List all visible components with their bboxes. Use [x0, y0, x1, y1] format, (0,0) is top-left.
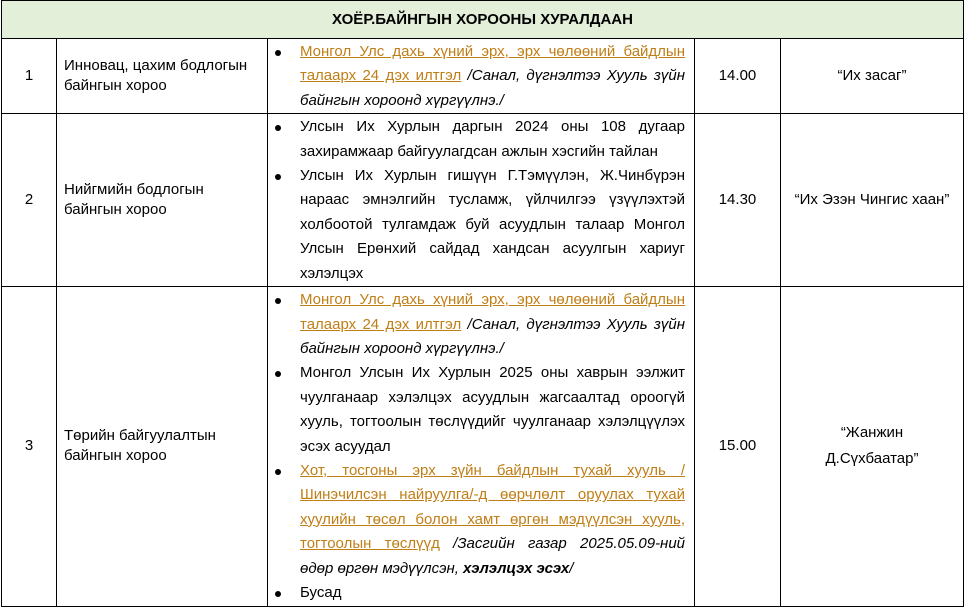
meeting-time: 14.30	[695, 114, 781, 287]
agenda-text: Бусад	[300, 584, 342, 602]
agenda-cell	[268, 114, 695, 287]
agenda-cell	[268, 287, 695, 606]
meeting-time: 14.00	[695, 39, 781, 114]
bullet-icon	[275, 371, 281, 377]
table-row	[2, 287, 964, 606]
meeting-room: “Их засаг”	[781, 39, 964, 114]
meeting-room-line: Д.Сүхбаатар”	[825, 450, 919, 468]
agenda-note-tail: /	[569, 559, 574, 577]
agenda-text: Монгол Улсын Их Хурлын 2025 оны хаврын ээлжит чуулганаар хэлэлцэх асуудлын жагсаалтад ороогүй хууль, тогтоолын төслүүдийг чуулганаар хэлэлцүүлэх эсэх асуудал	[300, 364, 685, 455]
bullet-icon	[275, 298, 281, 304]
agenda-item	[273, 164, 685, 286]
agenda-cell	[268, 39, 695, 114]
meeting-time: 15.00	[695, 287, 781, 606]
committee-name: Инновац, цахим бодлогын байнгын хороо	[57, 39, 268, 114]
row-number: 3	[2, 287, 57, 606]
meeting-room: “Их Эзэн Чингис хаан”	[781, 114, 964, 287]
table-row	[2, 39, 964, 114]
agenda-item	[273, 40, 685, 113]
agenda-note: /Засгийн газар 2025.05.09-ний өдөр өргөн мэдүүлсэн,	[300, 535, 685, 577]
table-row	[2, 114, 964, 287]
agenda-item	[273, 581, 685, 605]
bullet-icon	[275, 591, 281, 597]
agenda-link[interactable]: Монгол Улс дахь хүний эрх, эрх чөлөөний байдлын талаарх 24 дэх илтгэл	[300, 291, 685, 333]
agenda-text: Улсын Их Хурлын даргын 2024 оны 108 дугаар захирамжаар байгуулагдсан ажлын хэсгийн тайлан	[300, 118, 685, 160]
bullet-icon	[275, 469, 281, 475]
meeting-room-line: “Жанжин	[840, 424, 904, 442]
row-number: 1	[2, 39, 57, 114]
agenda-item	[273, 288, 685, 361]
agenda-note: /Санал, дүгнэлтээ Хууль зүйн байнгын хороонд хүргүүлнэ./	[300, 67, 685, 109]
agenda-item	[273, 361, 685, 459]
agenda-item	[273, 459, 685, 581]
committee-name: Нийгмийн бодлогын байнгын хороо	[57, 114, 268, 287]
meeting-room	[781, 287, 964, 606]
section-header-row	[2, 1, 964, 39]
agenda-link[interactable]: Хот, тосгоны эрх зүйн байдлын тухай хууль /Шинэчилсэн найруулга/-д өөрчлөлт оруулах тухай хуулийн төсөл болон хамт өргөн мэдүүлсэн хууль, тогтоолын төслүүд	[300, 462, 685, 553]
agenda-text: Улсын Их Хурлын гишүүн Г.Тэмүүлэн, Ж.Чинбүрэн нараас эмнэлгийн тусламж, үйлчилгээ үзүүлэхтэй холбоотой тулгамдаж буй асуудлын талаар Монгол Улсын Ерөнхий сайдад хандсан асуулгын хариуг хэлэлцэх	[300, 167, 685, 282]
bullet-icon	[275, 174, 281, 180]
agenda-item	[273, 115, 685, 164]
row-number: 2	[2, 114, 57, 287]
bullet-icon	[275, 125, 281, 131]
committee-schedule-table	[1, 0, 964, 607]
agenda-emphasis: хэлэлцэх эсэх	[463, 559, 570, 577]
committee-name: Төрийн байгуулалтын байнгын хороо	[57, 287, 268, 606]
agenda-list	[273, 288, 685, 605]
section-title: ХОЁР.БАЙНГЫН ХОРООНЫ ХУРАЛДААН	[2, 1, 964, 39]
agenda-link[interactable]: Монгол Улс дахь хүний эрх, эрх чөлөөний байдлын талаарх 24 дэх илтгэл	[300, 43, 685, 85]
agenda-list	[273, 40, 685, 113]
bullet-icon	[275, 50, 281, 56]
agenda-list	[273, 115, 685, 286]
agenda-note: /Санал, дүгнэлтээ Хууль зүйн байнгын хороонд хүргүүлнэ./	[300, 315, 685, 358]
